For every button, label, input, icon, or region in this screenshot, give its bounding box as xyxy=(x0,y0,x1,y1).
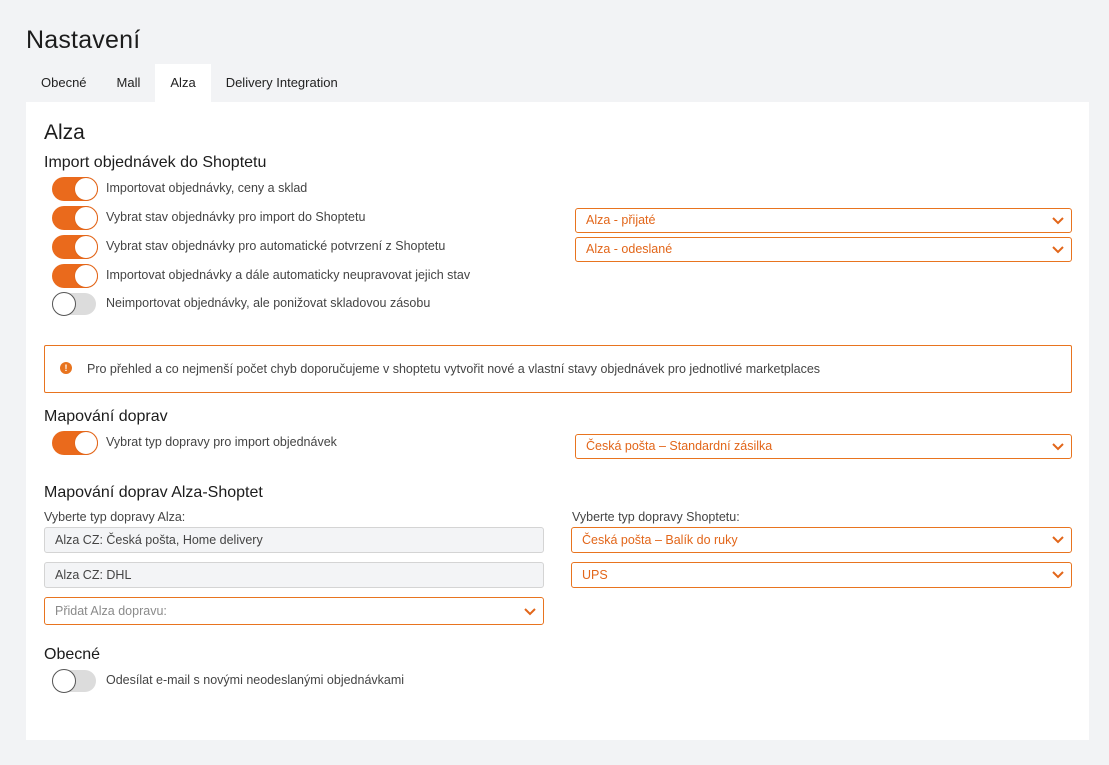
section-title: Alza xyxy=(44,121,85,144)
shoptet-shipping-select-2[interactable] xyxy=(571,562,1072,588)
add-alza-shipping-select[interactable] xyxy=(44,597,544,625)
toggle-knob xyxy=(52,292,76,316)
chevron-down-icon xyxy=(1051,242,1065,256)
chevron-down-icon xyxy=(1051,532,1065,546)
shipping-type-select[interactable] xyxy=(575,434,1072,459)
toggle-knob xyxy=(74,177,98,201)
confirm-state-select[interactable] xyxy=(575,237,1072,262)
add-alza-shipping-placeholder: Přidat Alza dopravu: xyxy=(55,604,167,618)
chevron-down-icon xyxy=(1051,439,1065,453)
email-unsent-label: Odesílat e-mail s novými neodeslanými objednávkami xyxy=(106,673,405,687)
info-icon: ! xyxy=(60,362,72,374)
page-title: Nastavení xyxy=(26,26,141,54)
import-orders-label: Importovat objednávky, ceny a sklad xyxy=(106,181,308,195)
toggle-knob xyxy=(74,431,98,455)
stock-only-label: Neimportovat objednávky, ale ponižovat skladovou zásobu xyxy=(106,296,431,310)
toggle-email-unsent[interactable] xyxy=(52,670,96,692)
tab-bar xyxy=(26,64,353,102)
info-alert xyxy=(44,345,1072,393)
tab-mall[interactable]: Mall xyxy=(116,75,141,90)
alza-shipping-row-2: Alza CZ: DHL xyxy=(44,562,544,588)
chevron-down-icon xyxy=(1051,213,1065,227)
toggle-no-auto-update[interactable] xyxy=(52,264,98,288)
shipping-type-value: Česká pošta – Standardní zásilka xyxy=(586,439,773,453)
shoptet-shipping-label: Vyberte typ dopravy Shoptetu: xyxy=(572,510,740,524)
shoptet-shipping-select-1[interactable] xyxy=(571,527,1072,553)
import-heading: Import objednávek do Shoptetu xyxy=(44,154,267,171)
toggle-confirm-state[interactable] xyxy=(52,235,98,259)
shipping-type-label: Vybrat typ dopravy pro import objednávek xyxy=(106,435,337,449)
alza-shipping-row-1: Alza CZ: Česká pošta, Home delivery xyxy=(44,527,544,553)
toggle-knob xyxy=(74,206,98,230)
toggle-shipping-type[interactable] xyxy=(52,431,98,455)
toggle-stock-only[interactable] xyxy=(52,293,96,315)
toggle-import-state[interactable] xyxy=(52,206,98,230)
toggle-knob xyxy=(52,669,76,693)
mapping-heading: Mapování doprav Alza-Shoptet xyxy=(44,484,263,501)
tab-alza[interactable]: Alza xyxy=(155,64,210,102)
import-state-select[interactable] xyxy=(575,208,1072,233)
tab-obecne[interactable]: Obecné xyxy=(41,75,87,90)
confirm-state-value: Alza - odeslané xyxy=(586,242,673,256)
toggle-knob xyxy=(74,264,98,288)
tab-delivery-integration[interactable]: Delivery Integration xyxy=(225,75,338,90)
shoptet-shipping-value-2: UPS xyxy=(582,568,608,582)
settings-card xyxy=(26,102,1089,740)
shipping-heading: Mapování doprav xyxy=(44,408,168,425)
shoptet-shipping-value-1: Česká pošta – Balík do ruky xyxy=(582,533,738,547)
no-auto-update-label: Importovat objednávky a dále automaticky neupravovat jejich stav xyxy=(106,268,471,282)
toggle-import-orders[interactable] xyxy=(52,177,98,201)
toggle-knob xyxy=(74,235,98,259)
general-heading: Obecné xyxy=(44,646,101,663)
alza-shipping-label: Vyberte typ dopravy Alza: xyxy=(44,510,186,524)
import-state-value: Alza - přijaté xyxy=(586,213,656,227)
chevron-down-icon xyxy=(523,604,537,618)
confirm-state-label: Vybrat stav objednávky pro automatické potvrzení z Shoptetu xyxy=(106,239,446,253)
import-state-label: Vybrat stav objednávky pro import do Shoptetu xyxy=(106,210,366,224)
info-alert-text: Pro přehled a co nejmenší počet chyb doporučujeme v shoptetu vytvořit nové a vlastní stavy objednávek pro jednotlivé marketplaces xyxy=(87,362,821,376)
chevron-down-icon xyxy=(1051,567,1065,581)
